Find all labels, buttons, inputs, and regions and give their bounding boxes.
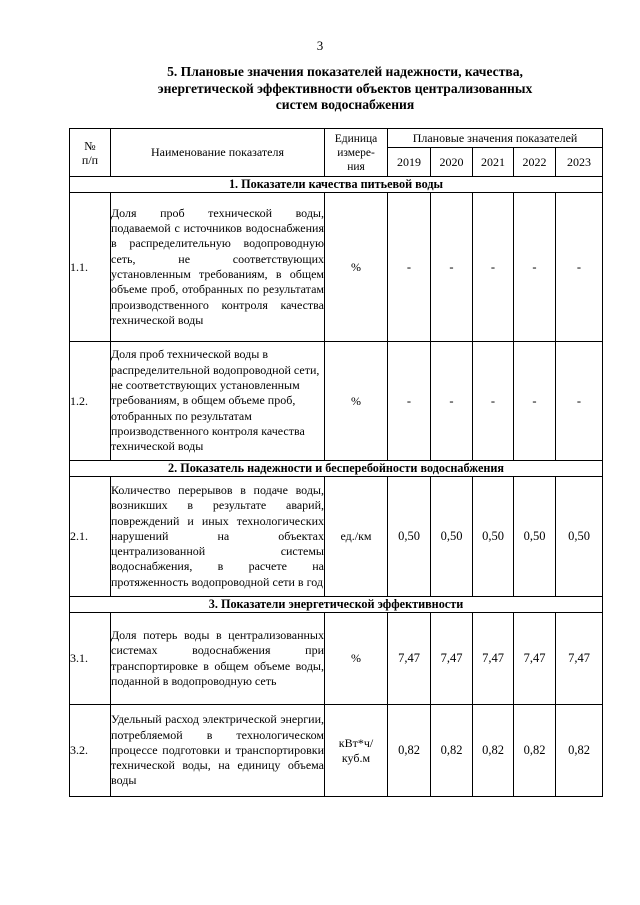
table-header-row [70, 129, 603, 148]
header-number-line1: № [84, 138, 96, 153]
value-cell: - [556, 342, 603, 461]
value-cell: 7,47 [514, 613, 556, 705]
title-line-3: систем водоснабжения [275, 97, 415, 112]
header-unit [325, 129, 388, 177]
value-cell: 0,50 [514, 477, 556, 597]
value-cell: 7,47 [556, 613, 603, 705]
value-cell: 7,47 [473, 613, 514, 705]
section-title-energy: 3. Показатели энергетической эффективности [70, 597, 603, 613]
table-row [70, 342, 603, 461]
value-cell: - [514, 342, 556, 461]
row-number: 1.2. [70, 342, 111, 461]
indicator-name: Доля проб технической воды, подаваемой с источников водоснабжения в распределительную водопроводную сеть, не соответствующих установленным требованиям, в общем объеме проб, отобранных по результатам производственного контроля качества технической воды [111, 193, 325, 342]
value-cell: 0,50 [556, 477, 603, 597]
header-planned-values: Плановые значения показателей [388, 129, 603, 148]
value-cell: - [556, 193, 603, 342]
title-line-1: 5. Плановые значения показателей надежности, качества, [167, 64, 523, 79]
indicator-name: Доля потерь воды в централизованных системах водоснабжения при транспортировке в общем объеме воды, поданной в водопроводную сеть [111, 613, 325, 705]
header-number [70, 129, 111, 177]
value-cell: 0,50 [473, 477, 514, 597]
table-row [70, 193, 603, 342]
value-cell: 7,47 [388, 613, 431, 705]
indicator-unit: % [325, 613, 388, 705]
header-number-line2: п/п [81, 152, 99, 167]
value-cell: - [473, 193, 514, 342]
page-number: 3 [316, 38, 324, 53]
section-title-reliability: 2. Показатель надежности и бесперебойности водоснабжения [70, 461, 603, 477]
indicator-unit: % [325, 193, 388, 342]
header-year: 2020 [431, 148, 473, 177]
section-title-quality: 1. Показатели качества питьевой воды [70, 177, 603, 193]
row-number: 3.2. [70, 705, 111, 797]
unit-line2: куб.м [341, 750, 371, 765]
section-header-row [70, 597, 603, 613]
table-row [70, 705, 603, 797]
value-cell: - [388, 193, 431, 342]
table-row [70, 477, 603, 597]
header-indicator-name: Наименование показателя [111, 129, 325, 177]
value-cell: 0,82 [556, 705, 603, 797]
header-unit-line1: Единица [334, 132, 378, 145]
document-title [110, 64, 580, 114]
table-row [70, 613, 603, 705]
header-year: 2023 [556, 148, 603, 177]
value-cell: - [431, 342, 473, 461]
section-header-row [70, 177, 603, 193]
indicator-unit: ед./км [325, 477, 388, 597]
unit-line1: кВт*ч/ [338, 735, 374, 750]
header-unit-line3: ния [347, 160, 365, 173]
value-cell: 0,50 [388, 477, 431, 597]
row-number: 2.1. [70, 477, 111, 597]
header-unit-line2: измере- [337, 146, 375, 159]
row-number: 3.1. [70, 613, 111, 705]
indicators-table [69, 128, 603, 797]
indicator-name: Доля проб технической воды в распределительной водопроводной сети, не соответствующих установленным требованиям, в общем объеме проб, отобранных по результатам производственного контроля качества технической воды [111, 342, 325, 461]
value-cell: - [431, 193, 473, 342]
section-header-row [70, 461, 603, 477]
row-number: 1.1. [70, 193, 111, 342]
header-year: 2019 [388, 148, 431, 177]
header-year: 2022 [514, 148, 556, 177]
header-year: 2021 [473, 148, 514, 177]
value-cell: 0,82 [431, 705, 473, 797]
title-line-2: энергетической эффективности объектов централизованных [157, 80, 533, 96]
indicator-name: Количество перерывов в подаче воды, возникших в результате аварий, повреждений и иных технологических нарушений на объектах централизованной системы водоснабжения, в расчете на протяженность водопроводной сети в год [111, 477, 325, 597]
indicator-unit [325, 705, 388, 797]
value-cell: 7,47 [431, 613, 473, 705]
value-cell: 0,82 [473, 705, 514, 797]
value-cell: 0,82 [514, 705, 556, 797]
indicator-name: Удельный расход электрической энергии, потребляемой в технологическом процессе подготовки и транспортировки технической воды, на единицу объема воды [111, 705, 325, 797]
value-cell: - [388, 342, 431, 461]
indicator-unit: % [325, 342, 388, 461]
value-cell: - [514, 193, 556, 342]
value-cell: 0,82 [388, 705, 431, 797]
value-cell: - [473, 342, 514, 461]
value-cell: 0,50 [431, 477, 473, 597]
